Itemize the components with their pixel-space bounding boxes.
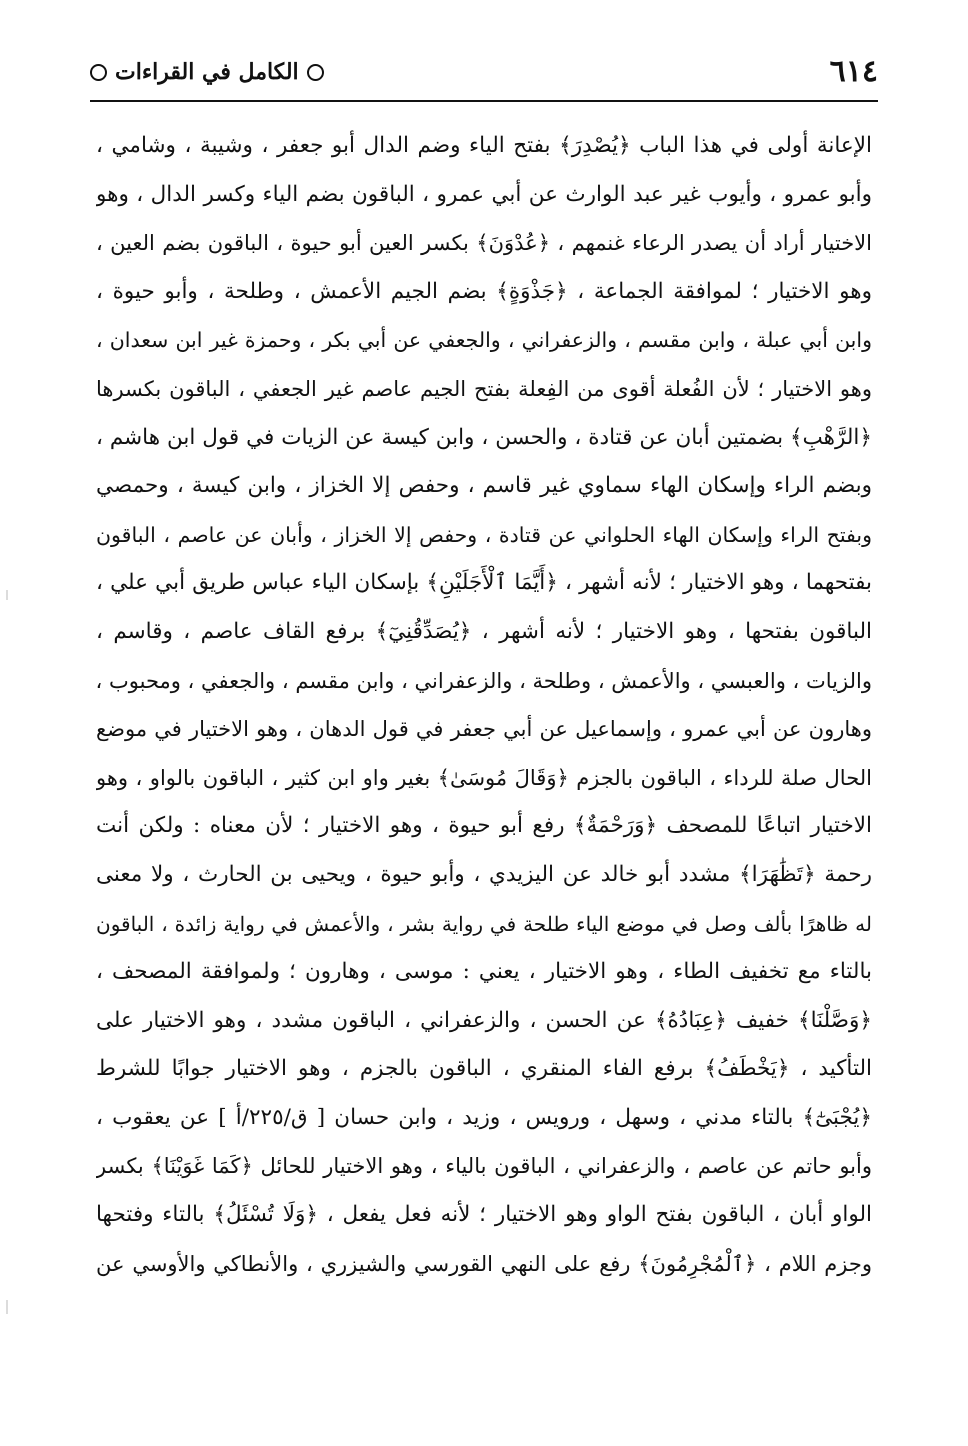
running-title-text: الكامل في القراءات: [115, 59, 299, 85]
page-header: [90, 52, 878, 96]
scan-margin-mark: [6, 590, 8, 600]
text-line: وهو الاختيار ؛ لموافقة الجماعة ، ﴿جَذْوَةٍ﴾ بضم الجيم الأعمش ، وطلحة ، وأبو حيوة ،: [96, 278, 872, 304]
header-rule: [90, 100, 878, 102]
text-line: الحال صلة للرداء ، الباقون بالجزم ﴿وَقَالَ مُوسَىٰ﴾ بغير واو ابن كثير ، الباقون بالواو ، وهو: [96, 765, 872, 790]
text-line: الإعانة أولى في هذا الباب ﴿يُصْدِرَ﴾ بفتح الياء وضم الدال أبو جعفر ، وشيبة ، وشامي ،: [96, 133, 872, 158]
circle-ornament-icon: [90, 64, 107, 81]
text-line: وهو الاختيار ؛ لأن الفُعلة أقوى من الفِعلة بفتح الجيم عاصم غير الجعفي ، الباقون بكسرها: [96, 376, 872, 401]
circle-ornament-icon: [307, 64, 324, 81]
text-line: الاختيار اتباعًا للمصحف ﴿وَرَحْمَةٌ﴾ رفع أبو حيوة ، وهو الاختيار ؛ لأن معناه : ولكن أنت: [96, 813, 872, 839]
text-line: التأكيد ، ﴿يَخْطَفُ﴾ برفع الفاء المنقري ، الباقون بالجزم ، وهو الاختيار جوابًا للشرط: [96, 1056, 872, 1082]
text-line: ﴿يُجْبَىٰٓ﴾ بالتاء مدني ، وسهل ، ورويس ، وزيد ، وابن حسان [ ق/٢٢٥/أ ] عن يعقوب ،: [96, 1104, 872, 1130]
text-line: وجزم اللام ، ﴿ٱلْمُجْرِمُونَ﴾ رفع على النهي القورسي والشيزري ، والأنطاكي والأوسي عن: [96, 1251, 872, 1276]
text-line: وبضم الراء وإسكان الهاء سماوي غير قاسم ، وحفص إلا الخزاز ، وابن كيسة ، وحمصي: [96, 473, 872, 499]
text-line: الاختيار أراد أن يصدر الرعاء غنمهم ، ﴿عُدْوَنَ﴾ بكسر العين أبو حيوة ، الباقون بضم العين ،: [96, 231, 872, 256]
text-line: الواو أبان ، الباقون بفتح الواو وهو الاختيار ؛ لأنه فعل يفعل ، ﴿وَلَا تُسْئَلُ﴾ بالتاء وفتحها: [96, 1202, 872, 1228]
text-line: وابن أبي عبلة ، وابن مقسم ، والزعفراني ، والجعفي عن أبي بكر ، وحمزة غير ابن سعدان ،: [96, 328, 872, 353]
text-line: والزيات ، والعبسي ، والأعمش ، وطلحة ، والزعفراني ، وابن مقسم ، والجعفي ، ومحبوب ،: [96, 668, 872, 693]
text-line: ﴿الرَّهْبِ﴾ بضمتين أبان عن قتادة ، والحسن ، وابن كيسة عن الزيات في قول ابن هاشم ،: [96, 424, 872, 450]
text-line: ﴿وَصَّلْنَا﴾ خفيف ﴿عِبَادُهُ﴾ عن الحسن ، والزعفراني ، الباقون مشدد ، وهو الاختيار على: [96, 1007, 872, 1033]
running-title: [90, 56, 324, 88]
text-line: الباقون بفتحها ، وهو الاختيار ؛ لأنه أشهر ، ﴿يُصَدِّقُنِيٓ﴾ برفع القاف عاصم ، وقاسم ،: [96, 618, 872, 644]
text-line: وأبو حاتم عن عاصم ، والزعفراني ، الباقون بالياء ، وهو الاختيار للحائل ﴿كَمَا غَوَيْنَا﴾ بكسر: [96, 1154, 872, 1179]
text-line: رحمة ﴿تَظَٰهَرَا﴾ مشدد أبو خالد عن اليزيدي ، وأبو حيوة ، ويحيى بن الحارث ، ولا معنى: [96, 861, 872, 887]
page-number: ٦١٤: [829, 54, 878, 89]
text-line: وهارون عن أبي عمرو ، وإسماعيل عن أبي جعفر في قول الدهان ، وهو الاختيار في موضع: [96, 717, 872, 742]
text-line: وبفتح الراء وإسكان الهاء الحلواني عن قتادة ، وحفص إلا الخزاز ، وأبان عن عاصم ، الباقون: [96, 522, 872, 547]
scan-margin-mark: [6, 1300, 8, 1314]
text-line: له ظاهرًا بألف وصل في موضع الياء طلحة في رواية بشر ، والأعمش في رواية زائدة ، الباقون: [96, 911, 872, 936]
text-line: بالتاء مع تخفيف الطاء ، وهو الاختيار ، يعني : موسى ، وهارون ؛ ولموافقة المصحف ،: [96, 959, 872, 985]
text-line: وأبو عمرو ، وأيوب غير عبد الوارث عن أبي عمرو ، الباقون بضم الياء وكسر الدال ، وهو: [96, 181, 872, 207]
text-line: بفتحهما ، وهو الاختيار ؛ لأنه أشهر ، ﴿أَيَّمَا ٱلْأَجَلَيْنِ﴾ بإسكان الياء عباس طريق أبي علي ،: [96, 570, 872, 596]
body-text: [96, 122, 872, 1288]
